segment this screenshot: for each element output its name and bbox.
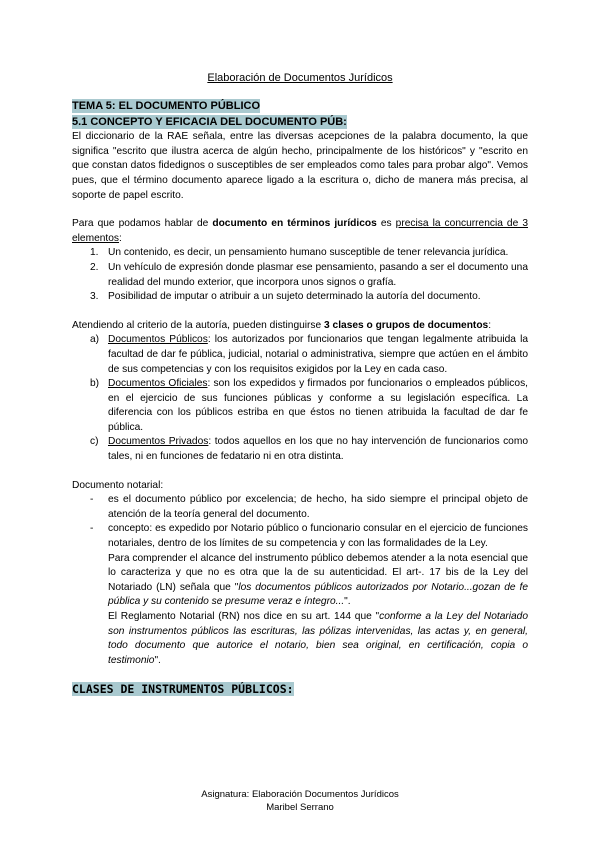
notarial-paragraph-ln: Para comprender el alcance del instrumento público debemos atender a la nota esencial que lo caracteriza y que no es otra que la de su autenticidad. El art-. 17 bis de la Ley del Notariado (LN) señala que "los documentos públicos autorizados por Notario...gozan de fe pública y su contenido se presume veraz e íntegro...". bbox=[108, 552, 528, 608]
paragraph-elements-intro: Para que podamos hablar de documento en términos jurídicos es precisa la concurrencia de 3 elementos: bbox=[72, 218, 528, 244]
elements-list bbox=[72, 246, 528, 304]
list-item: - concepto: es expedido por Notario público o funcionario consular en el ejercicio de funciones notariales, dentro de los límites de su competencia y con las formalidades de la Ley. bbox=[90, 523, 528, 550]
footer-author: Maribel Serrano bbox=[266, 802, 334, 813]
notarial-list bbox=[72, 493, 528, 551]
paragraph-classes-intro: Atendiendo al criterio de la autoría, pueden distinguirse 3 clases o grupos de documentos: bbox=[72, 319, 492, 331]
notarial-title: Documento notarial: bbox=[72, 479, 164, 491]
list-item: - es el documento público por excelencia; de hecho, ha sido siempre el principal objeto de atención de la teoría general del documento. bbox=[90, 494, 528, 520]
list-item: 3. Posibilidad de imputar o atribuir a un sujeto determinado la autoría del documento. bbox=[90, 291, 481, 303]
list-item: b) Documentos Oficiales: son los expedidos y firmados por funcionarios o empleados públicos, en el ejercicio de sus funciones públicas y conforme a su legislación específica. La diferencia con los públicos estriba en que éstos no tienen atribuida la facultad de dar fe pública. bbox=[90, 378, 528, 433]
page-footer bbox=[0, 788, 600, 814]
subsection-heading: 5.1 CONCEPTO Y EFICACIA DEL DOCUMENTO PÚB: bbox=[72, 115, 347, 128]
list-item: 2. Un vehículo de expresión donde plasmar ese pensamiento, pasando a ser el documento una realidad del mundo exterior, que incorpora unos signos o grafía. bbox=[90, 261, 528, 288]
tema-heading: TEMA 5: EL DOCUMENTO PÚBLICO bbox=[72, 100, 261, 112]
classes-list bbox=[72, 333, 528, 464]
list-item: c) Documentos Privados: todos aquellos en los que no hay intervención de funcionarios como tales, ni en funciones de fedatario ni en otra distinta. bbox=[90, 436, 528, 463]
paragraph-definition: El diccionario de la RAE señala, entre las diversas acepciones de la palabra documento, la que significa "escrito que ilustra acerca de algún hecho, principalmente de los históricos" y "escrito en que constan datos fidedignos o susceptibles de ser empleados como tales para probar algo". Vemos pues, que el término documento aparece ligado a la escritura o, dicho de manera más precisa, al soporte de papel escrito. bbox=[72, 131, 528, 201]
list-item: 1. Un contenido, es decir, un pensamiento humano susceptible de tener relevancia jurídica. bbox=[90, 247, 509, 259]
list-item: a) Documentos Públicos: los autorizados por funcionarios que tengan legalmente atribuida la facultad de dar fe pública, judicial, notarial o administrativa, siempre que actúen en el ámbito de sus competencias y con los requisitos exigidos por la Ley en cada caso. bbox=[90, 334, 528, 375]
notarial-paragraph-rn: El Reglamento Notarial (RN) nos dice en su art. 144 que "conforme a la Ley del Notariado son instrumentos públicos las escrituras, las pólizas intervenidas, las actas y, en general, todo documento que autorice el notario, bien sea original, en certificación, copia o testimonio". bbox=[108, 611, 529, 666]
footer-subject: Asignatura: Elaboración Documentos Jurídicos bbox=[201, 789, 399, 800]
document-body bbox=[72, 99, 528, 699]
clases-heading: CLASES DE INSTRUMENTOS PÚBLICOS: bbox=[72, 682, 294, 697]
page-header: Elaboración de Documentos Jurídicos bbox=[207, 72, 393, 84]
